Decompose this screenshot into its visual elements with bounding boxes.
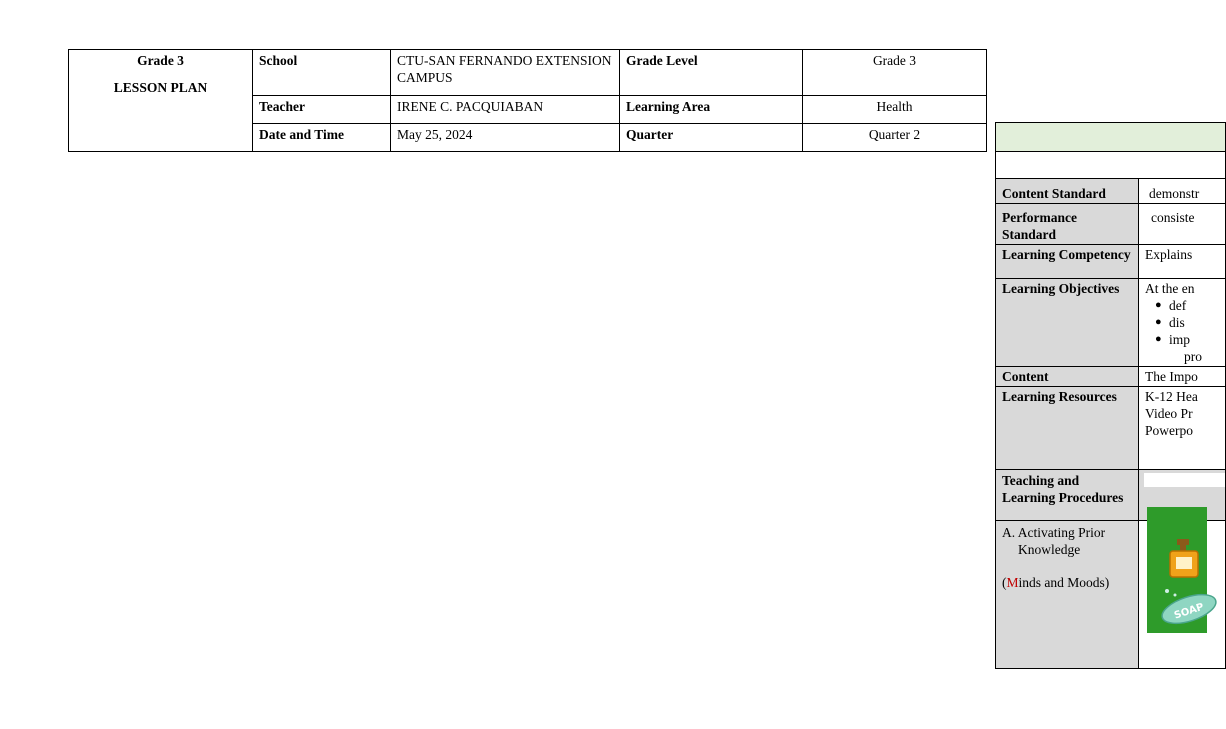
learning-objectives-label: Learning Objectives	[996, 279, 1139, 367]
learning-objectives-value	[1139, 279, 1226, 367]
objective-item: ● dis	[1169, 314, 1219, 331]
activity-subtitle: Knowledge	[1018, 542, 1081, 557]
procedures-label: Teaching and Learning Procedures	[996, 470, 1139, 521]
grade-level-value: Grade 3	[803, 50, 987, 96]
objective-continuation: pro	[1184, 349, 1202, 364]
quarter-value: Quarter 2	[803, 124, 987, 152]
content-standard-value: demonstr	[1139, 179, 1226, 204]
resource-line: Video Pr	[1145, 406, 1193, 421]
lesson-header-table	[68, 49, 987, 152]
teacher-label: Teacher	[253, 96, 391, 124]
lesson-title-cell	[69, 50, 253, 152]
learning-competency-value: Explains	[1139, 245, 1226, 279]
learning-competency-label: Learning Competency	[996, 245, 1139, 279]
resource-line: K-12 Hea	[1145, 389, 1198, 404]
activity-title: A. Activating Prior	[1002, 525, 1106, 540]
objectives-list	[1145, 297, 1219, 348]
date-time-value: May 25, 2024	[391, 124, 620, 152]
objectives-intro: At the en	[1145, 281, 1195, 296]
procedures-white-strip	[1144, 473, 1225, 487]
performance-standard-label: Performance Standard	[996, 204, 1139, 245]
plan-header-row	[996, 123, 1226, 152]
quarter-label: Quarter	[620, 124, 803, 152]
objective-item: ● def	[1169, 297, 1219, 314]
learning-resources-label: Learning Resources	[996, 387, 1139, 470]
content-value: The Impo	[1139, 367, 1226, 387]
grade-level-label: Grade Level	[620, 50, 803, 96]
plan-blank-row	[996, 152, 1226, 179]
teacher-value: IRENE C. PACQUIABAN	[391, 96, 620, 124]
resource-line: Powerpo	[1145, 423, 1193, 438]
lesson-plan-title: LESSON PLAN	[113, 80, 208, 95]
date-time-label: Date and Time	[253, 124, 391, 152]
hygiene-image	[1147, 507, 1207, 633]
activity-label-cell	[996, 521, 1139, 669]
content-standard-label: Content Standard	[996, 179, 1139, 204]
content-label: Content	[996, 367, 1139, 387]
objective-item: ● imp	[1169, 331, 1219, 348]
performance-standard-value: consiste	[1139, 204, 1226, 245]
learning-area-label: Learning Area	[620, 96, 803, 124]
learning-area-value: Health	[803, 96, 987, 124]
soap-label: SOAP	[1172, 601, 1206, 622]
grade-title: Grade 3	[137, 53, 184, 68]
perfume-soap-illustration	[1147, 507, 1207, 633]
school-value: CTU-SAN FERNANDO EXTENSION CAMPUS	[391, 50, 620, 96]
activity-note: (Minds and Moods)	[1002, 575, 1110, 590]
learning-resources-value	[1139, 387, 1226, 470]
school-label: School	[253, 50, 391, 96]
